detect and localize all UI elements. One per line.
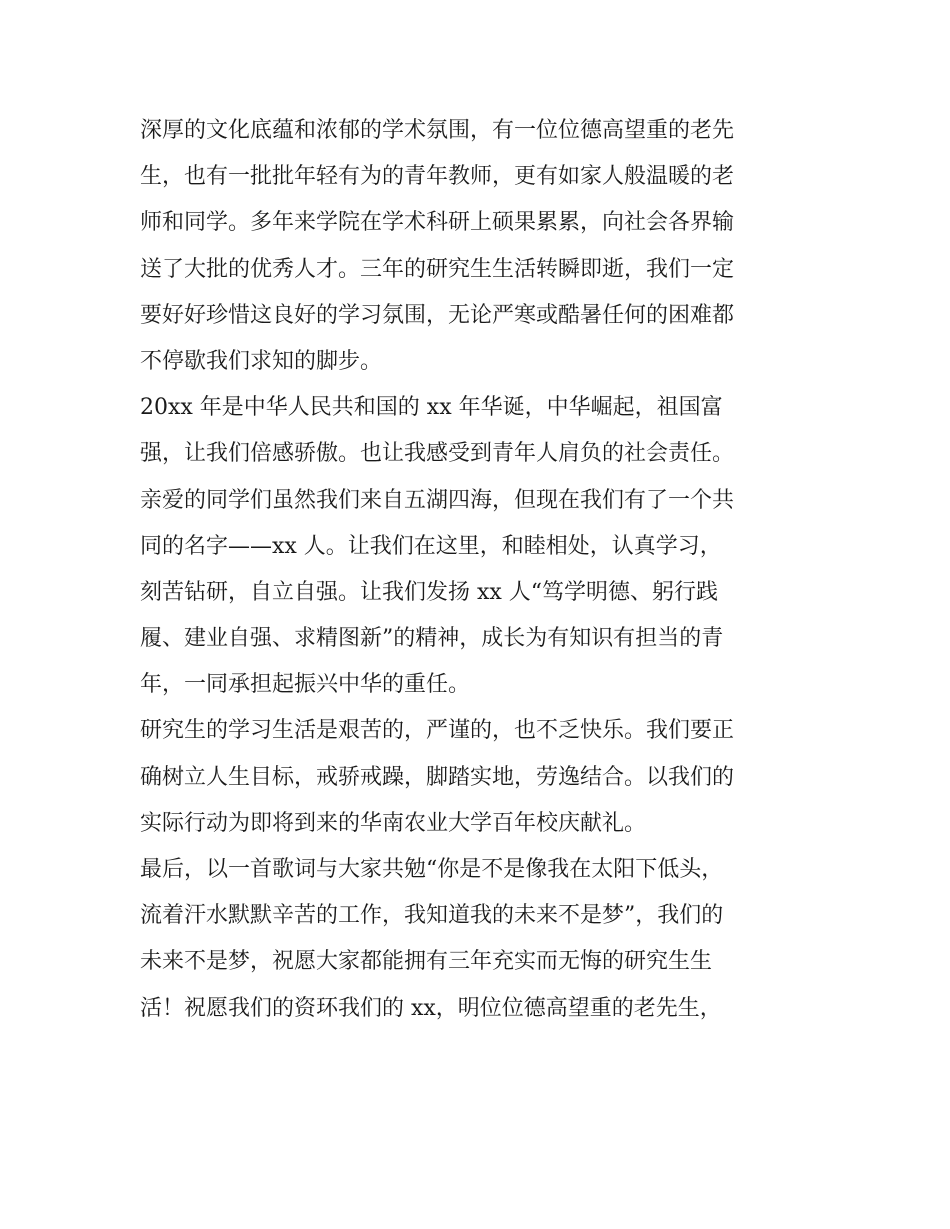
text-line-13: 年，一同承担起振兴中华的重任。 xyxy=(140,672,471,698)
text-line-4: 送了大批的优秀人才。三年的研究生生活转瞬即逝，我们一定 xyxy=(140,256,735,282)
text-line-15: 确树立人生目标，戒骄戒躁，脚踏实地，劳逸结合。以我们的 xyxy=(140,764,735,790)
text-line-5: 要好好珍惜这良好的学习氛围，无论严寒或酷暑任何的困难都 xyxy=(140,302,735,328)
text-line-1: 深厚的文化底蕴和浓郁的学术氛围，有一位位德高望重的老先 xyxy=(140,118,735,143)
text-line-14: 研究生的学习生活是艰苦的，严谨的，也不乏快乐。我们要正 xyxy=(140,718,735,744)
text-line-10: 同的名字——xx 人。让我们在这里，和睦相处，认真学习， xyxy=(140,533,722,559)
text-line-19: 未来不是梦，祝愿大家都能拥有三年充实而无悔的研究生生 xyxy=(140,949,713,975)
text-line-20: 活！祝愿我们的资环我们的 xx，明位位德高望重的老先生， xyxy=(140,995,722,1021)
text-line-6: 不停歇我们求知的脚步。 xyxy=(140,348,383,374)
text-line-3: 师和同学。多年来学院在学术科研上硕果累累，向社会各界输 xyxy=(140,210,735,236)
text-line-18: 流着汗水默默辛苦的工作，我知道我的未来不是梦”，我们的 xyxy=(140,903,724,929)
document-body xyxy=(140,108,830,1032)
text-line-2: 生，也有一批批年轻有为的青年教师，更有如家人般温暖的老 xyxy=(140,164,735,190)
text-line-7: 20xx 年是中华人民共和国的 xx 年华诞，中华崛起，祖国富 xyxy=(140,395,723,421)
text-line-12: 履、建业自强、求精图新”的精神，成长为有知识有担当的青 xyxy=(140,626,724,652)
text-line-8: 强，让我们倍感骄傲。也让我感受到青年人肩负的社会责任。 xyxy=(140,441,735,467)
text-line-11: 刻苦钻研，自立自强。让我们发扬 xx 人“笃学明德、躬行践 xyxy=(140,579,719,605)
text-line-16: 实际行动为即将到来的华南农业大学百年校庆献礼。 xyxy=(140,810,647,836)
text-line-9: 亲爱的同学们虽然我们来自五湖四海，但现在我们有了一个共 xyxy=(140,487,735,513)
text-line-17: 最后，以一首歌词与大家共勉“你是不是像我在太阳下低头， xyxy=(140,857,724,882)
